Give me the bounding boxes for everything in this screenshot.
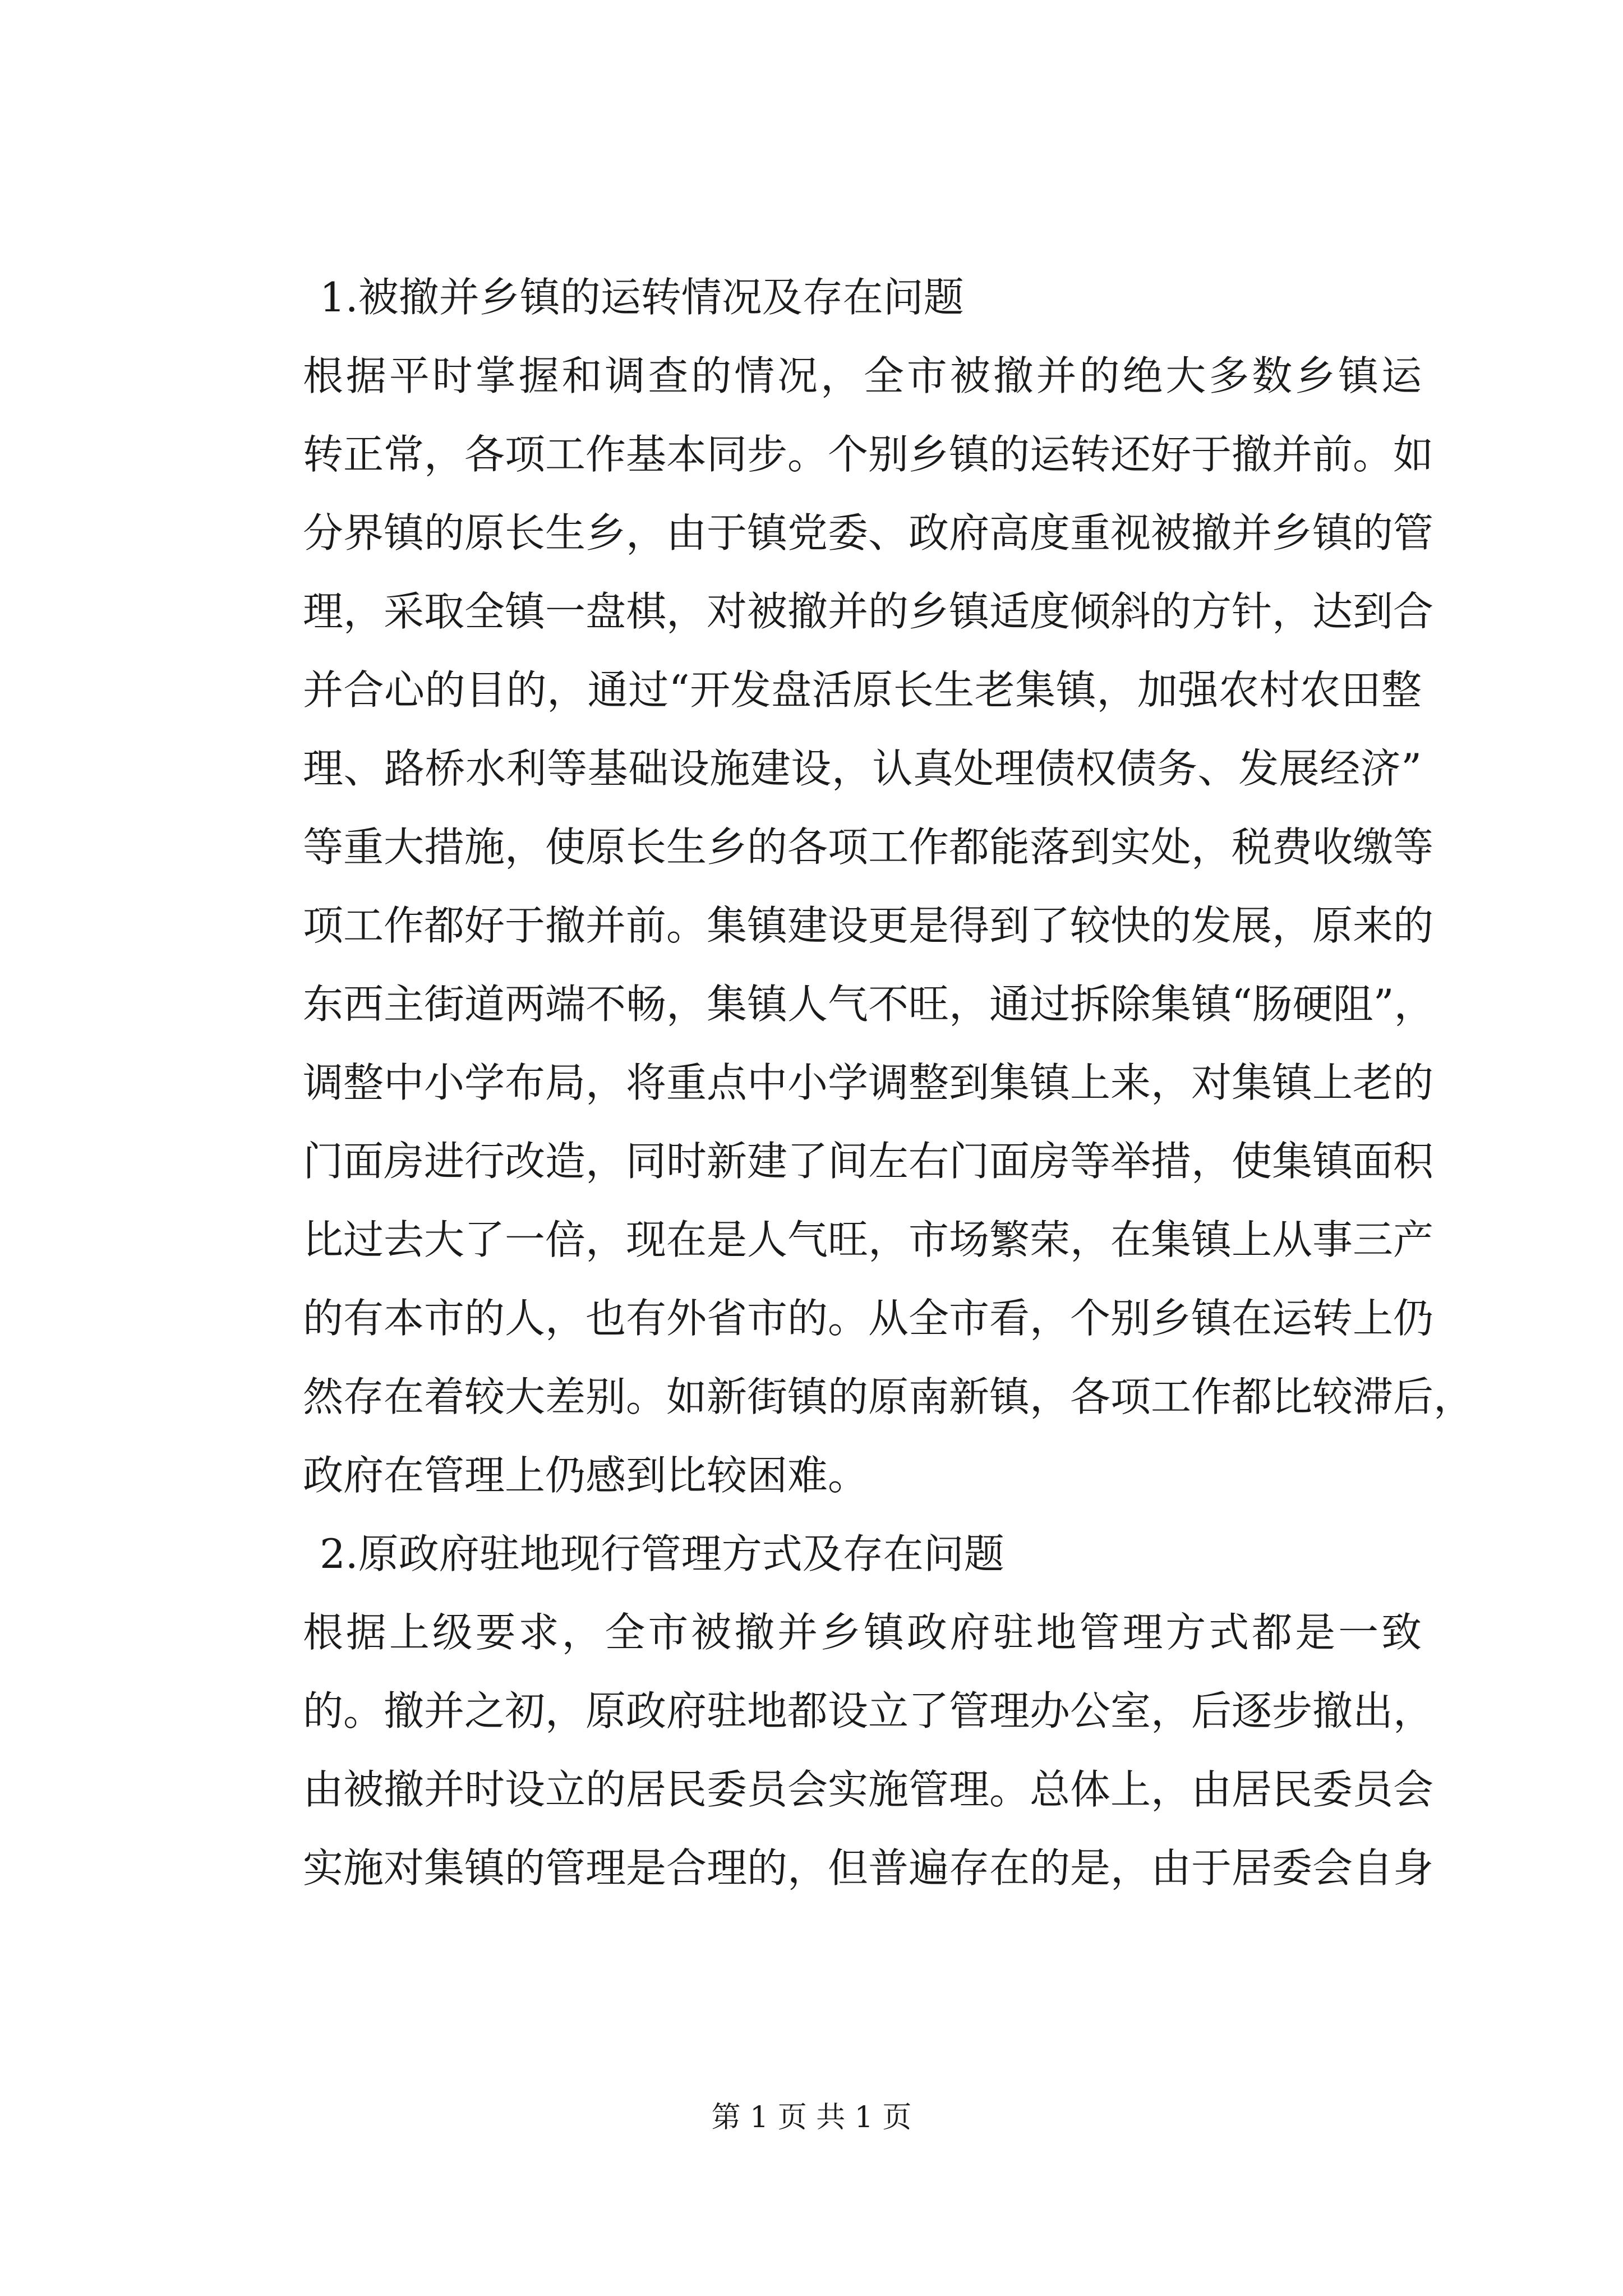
paragraph-line: 理、路桥水利等基础设施建设，认真处理债权债务、发展经济” <box>303 745 1422 792</box>
paragraph-line: 等重大措施，使原长生乡的各项工作都能落到实处，税费收缴等 <box>303 823 1434 871</box>
paragraph-line: 根据平时掌握和调查的情况，全市被撤并的绝大多数乡镇运 <box>303 352 1422 399</box>
paragraph-line: 并合心的目的，通过“开发盘活原长生老集镇，加强农村农田整 <box>303 666 1422 714</box>
paragraph-line: 的有本市的人，也有外省市的。从全市看，个别乡镇在运转上仍 <box>303 1295 1434 1342</box>
section-1-paragraph <box>303 337 1474 1515</box>
section-1-heading: 1.被撤并乡镇的运转情况及存在问题 <box>320 274 964 321</box>
section-2-heading: 2.原政府驻地现行管理方式及存在问题 <box>320 1530 1004 1577</box>
paragraph-line: 由被撤并时设立的居民委员会实施管理。总体上，由居民委员会 <box>303 1766 1434 1813</box>
section-2-paragraph <box>303 1593 1434 1907</box>
paragraph-line: 调整中小学布局，将重点中小学调整到集镇上来，对集镇上老的 <box>303 1059 1434 1106</box>
document-body <box>303 258 1474 1907</box>
paragraph-line: 根据上级要求，全市被撤并乡镇政府驻地管理方式都是一致 <box>303 1609 1422 1656</box>
paragraph-line: 项工作都好于撤并前。集镇建设更是得到了较快的发展，原来的 <box>303 902 1434 949</box>
paragraph-line: 政府在管理上仍感到比较困难。 <box>303 1452 869 1499</box>
paragraph-line: 实施对集镇的管理是合理的，但普遍存在的是，由于居委会自身 <box>303 1844 1434 1892</box>
page-footer: 第 1 页 共 1 页 <box>711 2101 912 2134</box>
paragraph-line: 分界镇的原长生乡，由于镇党委、政府高度重视被撤并乡镇的管 <box>303 509 1434 556</box>
paragraph-line: 比过去大了一倍，现在是人气旺，市场繁荣，在集镇上从事三产 <box>303 1216 1434 1263</box>
paragraph-line: 然存在着较大差别。如新街镇的原南新镇，各项工作都比较滞后， <box>303 1373 1474 1420</box>
paragraph-line: 门面房进行改造，同时新建了间左右门面房等举措，使集镇面积 <box>303 1138 1434 1185</box>
paragraph-line: 东西主街道两端不畅，集镇人气不旺，通过拆除集镇“肠硬阻”， <box>303 981 1435 1028</box>
paragraph-line: 理，采取全镇一盘棋，对被撤并的乡镇适度倾斜的方针，达到合 <box>303 588 1434 635</box>
paragraph-line: 的。撤并之初，原政府驻地都设立了管理办公室，后逐步撤出， <box>303 1687 1434 1734</box>
paragraph-line: 转正常，各项工作基本同步。个别乡镇的运转还好于撤并前。如 <box>303 431 1434 478</box>
